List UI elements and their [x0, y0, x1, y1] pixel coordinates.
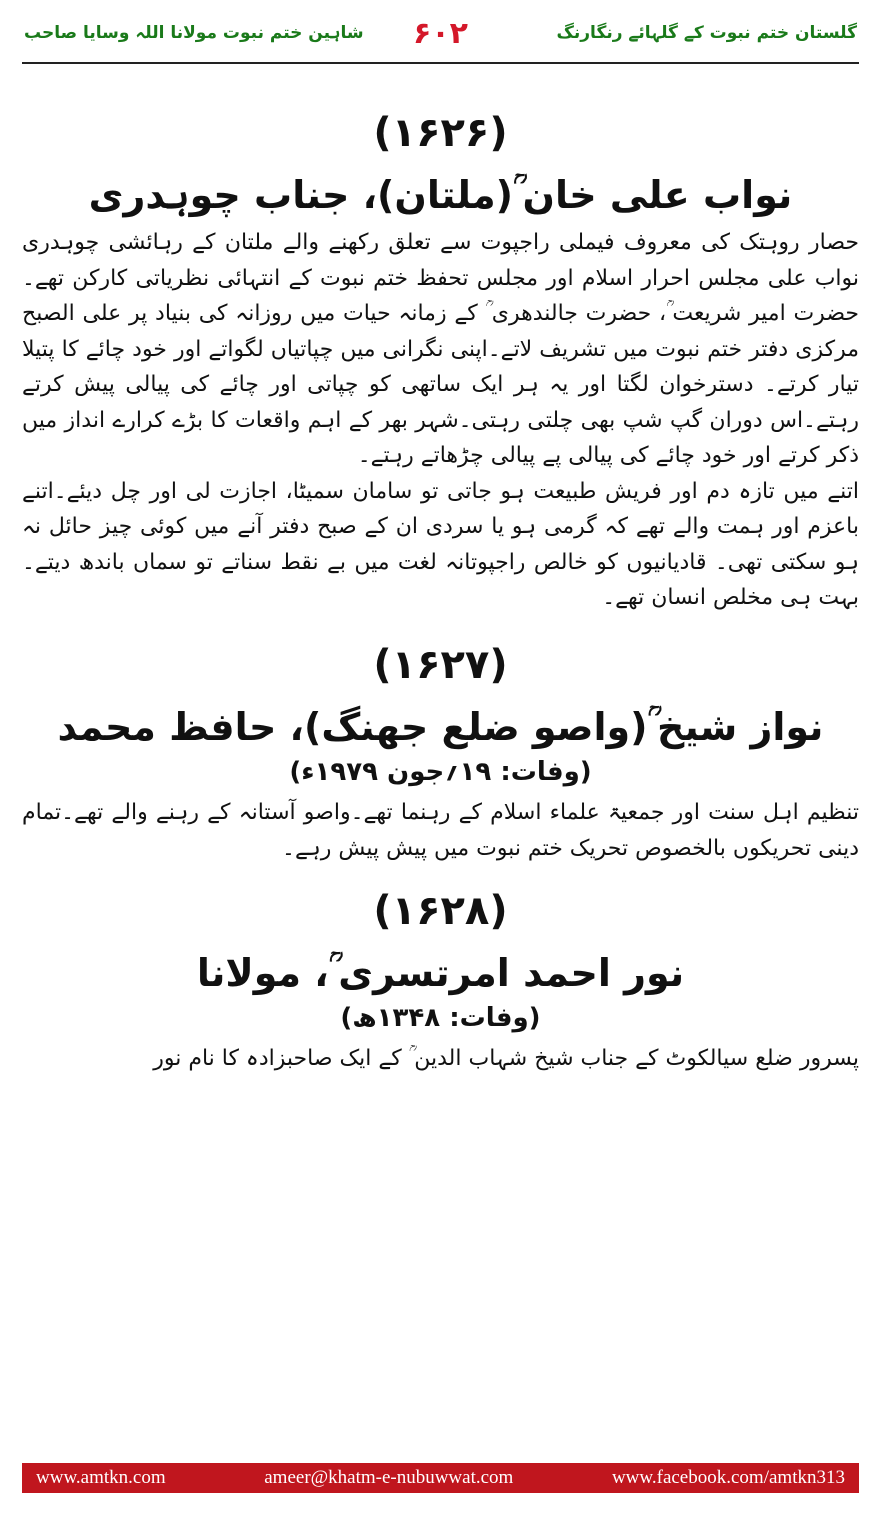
- page-content: [22, 100, 859, 1077]
- page-footer: [22, 1463, 859, 1493]
- page-header: [24, 16, 857, 56]
- header-divider: [22, 62, 859, 64]
- entry-number: (۱۶۲۷): [373, 641, 508, 688]
- footer-facebook-link[interactable]: www.facebook.com/amtkn313: [611, 1467, 845, 1488]
- entry-paragraph: اتنے میں تازہ دم اور فریش طبیعت ہو جاتی تو سامان سمیٹا، اجازت لی اور چل دیئے۔اتنے باعزم اور ہمت والے تھے کہ گرمی ہو یا سردی ان کے صبح دفتر آنے میں کوئی چیز حائل نہ ہو سکتی تھی۔ قادیانیوں کو خالص راجپوتانہ لغت میں بے نقط سناتے تو سماں باندھ دیتے۔بہت ہی مخلص انسان تھے۔: [22, 478, 859, 611]
- page-number: ۶۰۲: [413, 16, 468, 51]
- entry-paragraph: تنظیم اہل سنت اور جمعیۃ علماء اسلام کے رہنما تھے۔واصو آستانہ کے رہنے والے تھے۔تمام دینی تحریکوں بالخصوص تحریک ختم نبوت میں پیش پیش رہے۔: [22, 800, 859, 861]
- entry-1628: [22, 888, 859, 1077]
- footer-website-link[interactable]: www.amtkn.com: [36, 1467, 166, 1488]
- entry-number: (۱۶۲۸): [373, 888, 508, 935]
- entry-1626: [22, 110, 859, 616]
- header-book-title: گلستان ختم نبوت کے گلہائے رنگارنگ: [556, 23, 857, 43]
- entry-paragraph: پسرور ضلع سیالکوٹ کے جناب شیخ شہاب الدین ؒ کے ایک صاحبزادہ کا نام نور: [153, 1046, 859, 1072]
- entry-number: (۱۶۲۶): [373, 110, 508, 156]
- death-date: (وفات: ۱۳۴۸ھ): [340, 1003, 541, 1034]
- entry-title: نواز شیخ ؒ(واصو ضلع جھنگ)، حافظ محمد: [57, 704, 824, 749]
- entry-1627: [22, 642, 859, 866]
- footer-email-link[interactable]: ameer@khatm-e-nubuwwat.com: [264, 1467, 514, 1488]
- death-date: (وفات: ۱۹؍جون ۱۹۷۹ء): [289, 757, 592, 788]
- entry-title: نواب علی خان ؒ(ملتان)، جناب چوہدری: [88, 173, 793, 217]
- entry-paragraph: حصار روہتک کی معروف فیملی راجپوت سے تعلق رکھنے والے ملتان کے رہائشی چوہدری نواب علی مجلس احرار اسلام اور مجلس تحفظ ختم نبوت کے انتہائی نظریاتی کارکن تھے۔حضرت امیر شریعت ؒ، حضرت جالندھری ؒ کے زمانہ حیات میں روزانہ کی بنیاد پر علی الصبح مرکزی دفتر ختم نبوت میں تشریف لاتے۔اپنی نگرانی میں چپاتیاں لگواتے اور خود چائے کا پتیلا تیار کرتے۔ دسترخوان لگتا اور یہ ہر ایک ساتھی کو چپاتی اور چائے کی پیالی پیش کرتے رہتے۔اس دوران گپ شپ بھی چلتی رہتی۔شہر بھر کے اہم واقعات کا بڑے کرارے انداز میں ذکر کرتے اور خود چائے کی پیالی پے پیالی چڑھاتے رہتے۔: [22, 230, 859, 469]
- entry-title: نور احمد امرتسری ؒ، مولانا: [196, 951, 685, 996]
- header-author: شاہین ختم نبوت مولانا اللہ وسایا صاحب: [24, 23, 364, 43]
